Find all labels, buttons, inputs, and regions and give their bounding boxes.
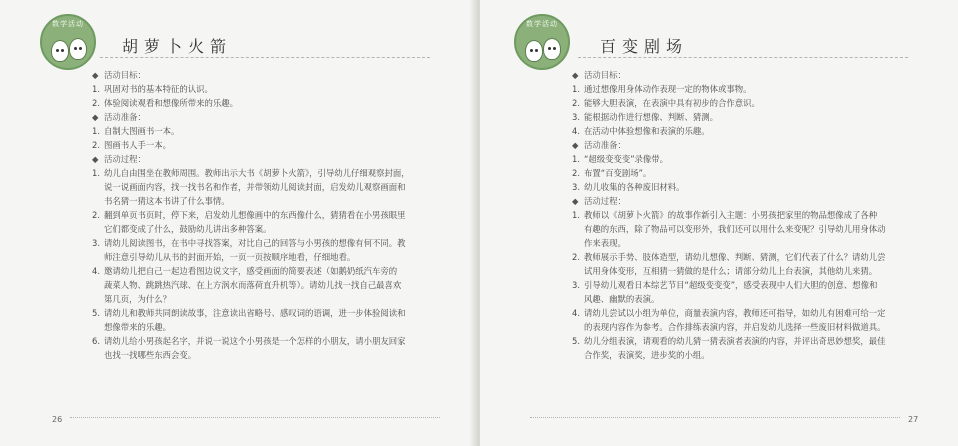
list-item-text: 请幼儿给小男孩起名字，并说一说这个小男孩是一个怎样的小朋友，请小朋友回家 [104,336,406,346]
list-item-line [92,194,452,208]
list-item-indent [572,264,584,278]
list-item-line [92,82,452,96]
list-item-number: 4. [572,126,580,136]
footer-divider [70,417,440,418]
list-item-text: 蔬菜人物、跳跳热汽球、在上方涡水而落荷直升机等）。请幼儿找一找自己最喜欢 [104,280,402,290]
list-item-text: 试用身体变形，互相猜一猜做的是什么；请部分幼儿上台表演，其他幼儿来猜。 [584,266,878,276]
list-item-text: 幼儿自由围坐在教师周围。教师出示大书《胡萝卜火箭》，引导幼儿仔细观察封面， [104,168,410,178]
list-item-text: 通过想像用身体动作表现一定的物体或事物。 [584,84,752,94]
list-item-line [572,110,932,124]
list-item-line [92,348,452,362]
list-item-number: 1. [572,84,580,94]
section-heading [92,68,452,82]
list-item-text: 请幼儿和教师共同朗读故事，注意读出省略号、感叹词的语调，进一步体验阅读和 [104,308,406,318]
list-item-text: 幼儿分组表演，请观看的幼儿猜一猜表演者表演的内容，并评出奇思妙想奖，最佳 [584,336,886,346]
title-divider [100,57,430,58]
list-item-line [92,320,452,334]
list-item-number: 3. [92,238,100,248]
list-item-line [92,278,452,292]
title-divider [578,57,908,58]
list-item-text: 的表现内容作为参考。合作排练表演内容，并启发幼儿选择一些废旧材料做道具。 [584,322,886,332]
diamond-bullet-icon: ◆ [92,112,99,122]
list-item-text: 在活动中体验想像和表演的乐趣。 [584,126,710,136]
list-item-indent [92,292,104,306]
list-item-number: 1. [92,126,100,136]
list-item-text: 请幼儿阅读图书，在书中寻找答案，对比自己的回答与小男孩的想像有何不同。教 [104,238,406,248]
list-item-number: 2. [92,210,100,220]
child-face-icon [69,38,87,60]
list-item-text: 教师展示手势、肢体造型，请幼儿想像、判断、猜测，它们代表了什么？请幼儿尝 [584,252,886,262]
list-item-line [92,292,452,306]
list-item-line [572,348,932,362]
list-item-number: 2. [572,98,580,108]
child-face-icon [525,40,543,62]
section-heading-text: 活动过程： [584,196,626,206]
activity-badge [40,14,96,70]
list-item-indent [92,194,104,208]
list-item-indent [572,292,584,306]
page-title: 百变剧场 [600,37,689,56]
list-item-text: 教师以《胡萝卜火箭》的故事作新引入主题：小男孩把家里的物品想像成了各种 [584,210,878,220]
list-item-line [572,124,932,138]
list-item-number: 1. [572,210,580,220]
list-item-indent [92,278,104,292]
list-item-line [572,180,932,194]
diamond-bullet-icon: ◆ [572,196,579,206]
list-item-number: 3. [572,280,580,290]
list-item-line [572,236,932,250]
list-item-number: 5. [92,308,100,318]
footer-divider [530,417,900,418]
list-item-line [572,334,932,348]
list-item-text: 邀请幼儿把自己一起边看图边说文字，感受画面的简要表述（如鹅奶纸汽车旁的 [104,266,398,276]
diamond-bullet-icon: ◆ [572,140,579,150]
section-heading-text: 活动准备： [104,112,146,122]
list-item-number: 1. [92,168,100,178]
left-page [0,0,478,446]
list-item-text: 风趣、幽默的表演。 [584,294,660,304]
list-item-line [572,222,932,236]
list-item-indent [572,236,584,250]
list-item-number: 5. [572,336,580,346]
list-item-indent [572,320,584,334]
list-item-text: 引导幼儿观看日本综艺节目“超级变变变”，感受表现中人们大胆的创意、想像和 [584,280,878,290]
list-item-line [572,306,932,320]
list-item-line [572,292,932,306]
list-item-text: 想像带来的乐趣。 [104,322,171,332]
list-item-text: 布置“百变剧场”。 [584,168,652,178]
right-page [480,0,958,446]
list-item-indent [572,348,584,362]
child-face-icon [51,40,69,62]
list-item-text: 它们都变成了什么，鼓励幼儿讲出多种答案。 [104,224,272,234]
page-number: 27 [908,415,919,424]
list-item-text: 能根据动作进行想像、判断、猜测。 [584,112,718,122]
list-item-text: 幼儿收集的各种废旧材料。 [584,182,685,192]
list-item-number: 4. [572,308,580,318]
list-item-text: 有趣的东西，除了物品可以变形外，我们还可以用什么来变呢？引导幼儿用身体动 [584,224,886,234]
list-item-text: 说一说画面内容，找一找书名和作者，并带领幼儿阅读封面，启发幼儿观察画面和 [104,182,406,192]
list-item-number: 3. [572,182,580,192]
diamond-bullet-icon: ◆ [92,154,99,164]
list-item-text: 作来表现。 [584,238,626,248]
list-item-indent [92,222,104,236]
child-face-icon [543,38,561,60]
list-item-indent [92,250,104,264]
list-item-line [92,138,452,152]
list-item-text: “超级变变变”录像带。 [584,154,669,164]
list-item-text: 也找一找哪些东西会变。 [104,350,197,360]
activity-badge [514,14,570,70]
section-heading [92,110,452,124]
list-item-text: 请幼儿尝试以小组为单位，商量表演内容，教师还可指导，如幼儿有困难可给一定 [584,308,886,318]
list-item-text: 体验阅读观看和想像所带来的乐趣。 [104,98,238,108]
list-item-text: 合作奖，表演奖，进步奖的小组。 [584,350,710,360]
section-heading [572,138,932,152]
list-item-number: 6. [92,336,100,346]
list-item-number: 1. [92,84,100,94]
list-item-line [92,334,452,348]
list-item-line [92,124,452,138]
list-item-line [572,96,932,110]
list-item-text: 巩固对书的基本特征的认识。 [104,84,213,94]
list-item-line [92,166,452,180]
list-item-text: 书名猜一猜这本书讲了什么事情。 [104,196,230,206]
section-heading [572,68,932,82]
list-item-indent [92,348,104,362]
list-item-line [572,278,932,292]
list-item-line [92,306,452,320]
list-item-line [92,236,452,250]
list-item-text: 图画书人手一本。 [104,140,171,150]
page-number: 26 [52,415,63,424]
section-heading-text: 活动过程： [104,154,146,164]
list-item-line [92,180,452,194]
page-title: 胡萝卜火箭 [122,37,233,56]
diamond-bullet-icon: ◆ [92,70,99,80]
list-item-line [92,222,452,236]
list-item-number: 2. [572,252,580,262]
list-item-indent [572,222,584,236]
list-item-number: 2. [92,98,100,108]
list-item-line [572,152,932,166]
list-item-line [572,250,932,264]
section-heading-text: 活动目标： [584,70,626,80]
badge-text: 数学活动 [52,20,84,28]
list-item-line [92,96,452,110]
section-heading [572,194,932,208]
list-item-number: 2. [92,140,100,150]
list-item-text: 师注意引导幼儿从书的封面开始，一页一页按顺序地看，仔细地看。 [104,252,356,262]
list-item-number: 2. [572,168,580,178]
right-page-content [572,68,932,362]
list-item-text: 自制大图画书一本。 [104,126,180,136]
list-item-line [572,320,932,334]
list-item-line [92,250,452,264]
list-item-indent [92,320,104,334]
left-page-content [92,68,452,362]
list-item-line [572,208,932,222]
list-item-indent [92,180,104,194]
list-item-line [572,264,932,278]
list-item-text: 能够大胆表演，在表演中具有初步的合作意识。 [584,98,760,108]
list-item-text: 翻到单页书页时，停下来，启发幼儿想像画中的东西像什么，猜猜看在小男孩眼里 [104,210,406,220]
list-item-number: 1. [572,154,580,164]
section-heading-text: 活动目标： [104,70,146,80]
list-item-number: 4. [92,266,100,276]
list-item-line [572,166,932,180]
list-item-text: 第几页，为什么？ [104,294,171,304]
badge-text: 数学活动 [526,20,558,28]
section-heading-text: 活动准备： [584,140,626,150]
list-item-line [92,208,452,222]
list-item-line [92,264,452,278]
section-heading [92,152,452,166]
list-item-number: 3. [572,112,580,122]
diamond-bullet-icon: ◆ [572,70,579,80]
list-item-line [572,82,932,96]
